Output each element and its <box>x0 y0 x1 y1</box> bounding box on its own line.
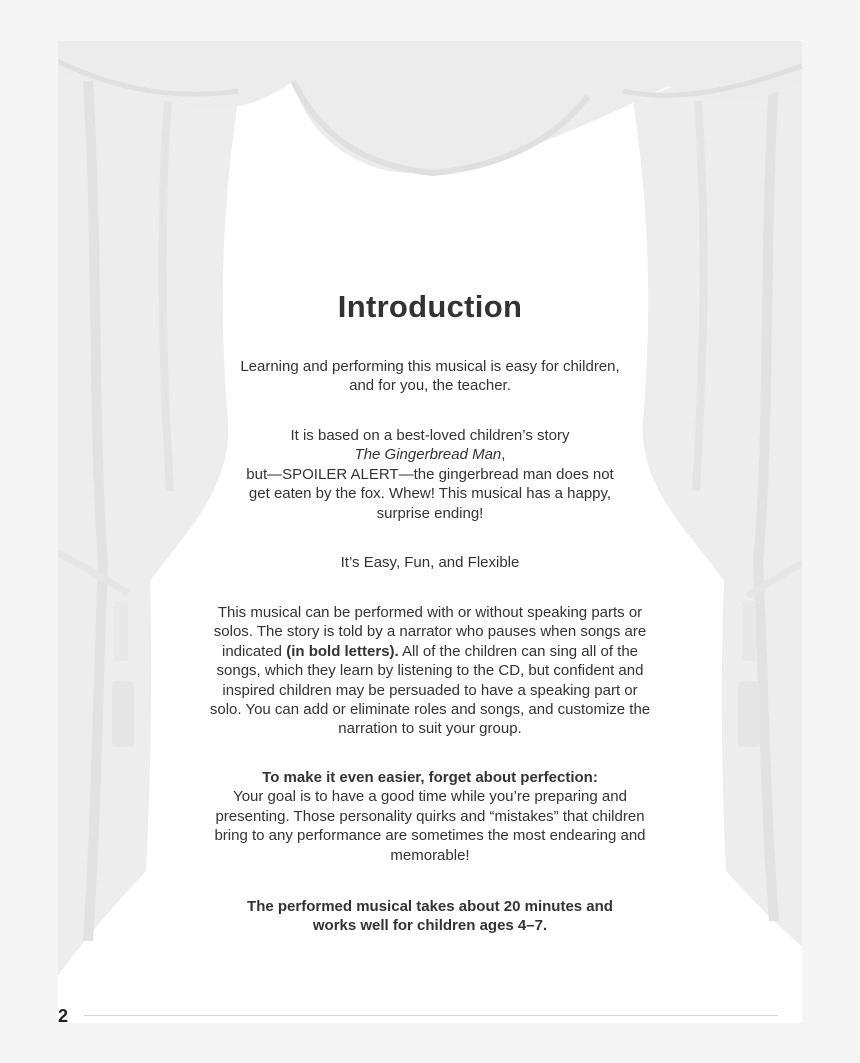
text-line: Your goal is to have a good time while you’re preparing and <box>233 788 627 806</box>
text-line: and for you, the teacher. <box>349 377 511 395</box>
intro-paragraph-3 <box>170 603 690 739</box>
text-line: This musical can be performed with or without speaking parts or <box>217 604 643 621</box>
text-line: It is based on a best-loved children’s story <box>290 427 570 444</box>
text-line: The performed musical takes about 20 minutes and <box>247 898 613 915</box>
text-comma: , <box>501 446 506 464</box>
page-number: 2 <box>58 1006 69 1026</box>
page <box>58 41 802 1023</box>
text-line: solos. The story is told by a narrator who pauses when songs are <box>213 623 647 641</box>
bold-inline: (in bold letters). <box>286 642 399 660</box>
intro-paragraph-1 <box>180 357 680 396</box>
intro-subheading: It’s Easy, Fun, and Flexible <box>340 554 520 571</box>
text-line: surprise ending! <box>376 504 484 522</box>
text-line: solo. You can add or eliminate roles and songs, and customize the <box>209 701 651 719</box>
text-line: Learning and performing this musical is easy for children, <box>240 358 620 375</box>
intro-paragraph-5 <box>180 897 680 936</box>
text-line: songs, which they learn by listening to the CD, but confident and <box>216 662 644 680</box>
intro-paragraph-2 <box>180 426 680 523</box>
text-line: but—SPOILER ALERT—the gingerbread man does not <box>246 465 614 483</box>
story-title: The Gingerbread Man <box>354 446 502 464</box>
text-line: presenting. Those personality quirks and “mistakes” that children <box>215 807 645 825</box>
text-line: All of the children can sing all of the <box>398 642 639 660</box>
bold-heading: To make it even easier, forget about perfection: <box>262 769 598 786</box>
text-line: works well for children ages 4–7. <box>312 917 548 935</box>
intro-paragraph-4 <box>180 768 680 865</box>
text-line: indicated <box>221 642 287 660</box>
text-line: bring to any performance are sometimes the most endearing and <box>214 827 646 845</box>
page-title: Introduction <box>337 289 523 324</box>
text-line: narration to suit your group. <box>338 720 522 738</box>
footer-rule <box>84 1015 778 1016</box>
text-line: memorable! <box>390 846 470 864</box>
text-line: inspired children may be persuaded to have a speaking part or <box>222 681 638 699</box>
text-line: get eaten by the fox. Whew! This musical has a happy, <box>248 485 612 503</box>
page-content <box>58 41 802 1023</box>
